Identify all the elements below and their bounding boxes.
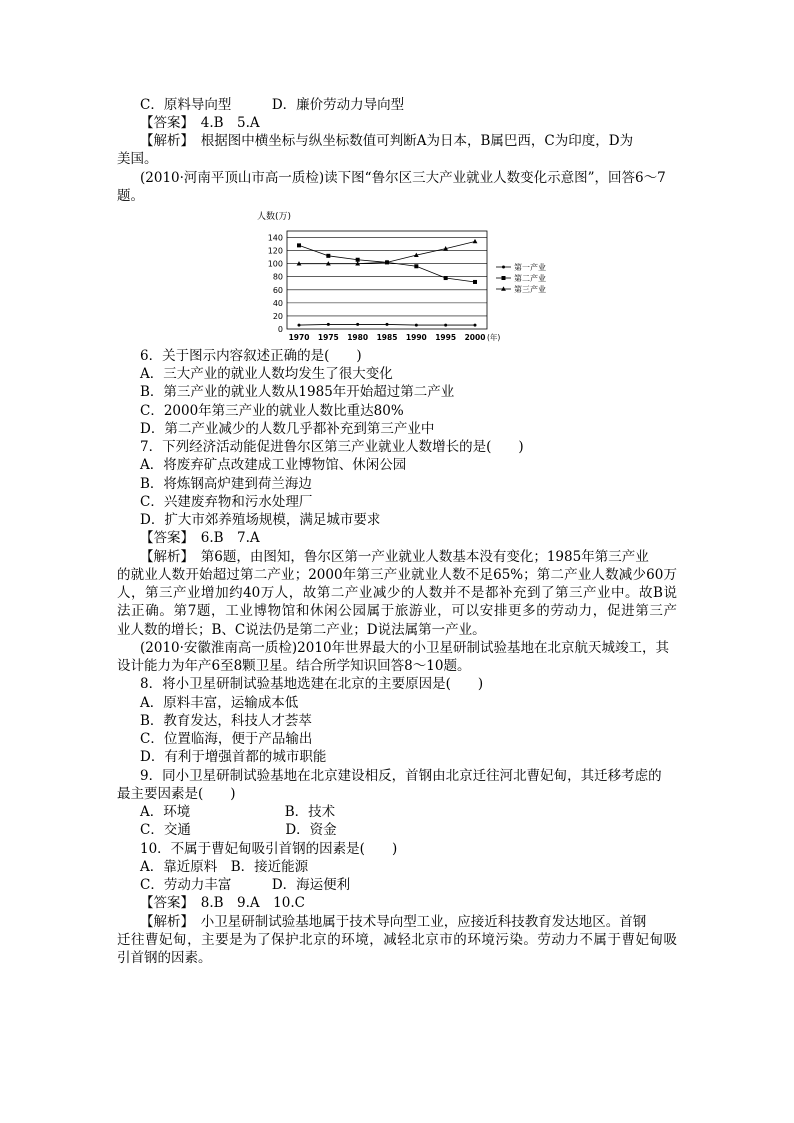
x-tick-label: 1995 [435, 333, 457, 342]
data-point [297, 261, 302, 265]
y-tick-label: 40 [272, 298, 283, 308]
legend-label: 第二产业 [514, 274, 546, 283]
text-line-34: 10．不属于曹妃甸吸引首钢的因素是( ) [140, 841, 398, 857]
x-axis-ticks [289, 332, 501, 342]
x-tick-label: 1985 [376, 333, 398, 342]
chart-legend [496, 262, 546, 294]
text-line-11: D．第二产业减少的人数几乎都补充到第三产业中 [140, 421, 435, 437]
x-axis-unit: (年) [487, 333, 501, 342]
text-line-24: 设计能力为年产6至8颗卫星。结合所学知识回答8～10题。 [117, 658, 471, 674]
text-line-29: D．有利于增强首都的城市职能 [140, 749, 327, 765]
y-tick-label: 140 [267, 233, 283, 243]
text-line-19: 的就业人数开始超过第二产业；2000年第三产业就业人数不足65%；第二产业人数减少60万 [117, 567, 677, 583]
text-line-1: C．原料导向型 D．廉价劳动力导向型 [140, 97, 405, 113]
data-point [473, 280, 477, 284]
text-line-12: 7．下列经济活动能促进鲁尔区第三产业就业人数增长的是( ) [140, 439, 524, 455]
text-line-6: 题。 [117, 188, 144, 204]
legend-label: 第一产业 [514, 263, 546, 272]
text-line-39: 迁往曹妃甸，主要是为了保护北京的环境，减轻北京市的环境污染。劳动力不属于曹妃甸吸 [117, 932, 677, 948]
legend-item-2 [496, 273, 546, 283]
text-line-5: (2010·河南平顶山市高一质检)读下图“鲁尔区三大产业就业人数变化示意图”，回答6～7 [140, 170, 666, 186]
data-point [356, 323, 359, 326]
data-point [326, 261, 331, 265]
data-point [298, 324, 301, 327]
text-line-37: 【答案】 8.B 9.A 10.C [140, 895, 305, 911]
text-line-35: A．靠近原料 B．接近能源 [140, 859, 309, 875]
y-tick-label: 0 [277, 325, 283, 334]
text-line-8: A．三大产业的就业人数均发生了很大变化 [140, 366, 393, 382]
legend-item-1 [496, 262, 546, 272]
text-line-40: 引首钢的因素。 [117, 950, 212, 966]
text-line-16: D．扩大市郊养殖场规模，满足城市要求 [140, 512, 381, 528]
data-point [473, 239, 478, 243]
employment-chart [255, 207, 555, 347]
data-point [386, 323, 389, 326]
legend-marker [501, 286, 506, 290]
legend-label: 第三产业 [514, 285, 546, 294]
text-line-18: 【解析】 第6题，由图知，鲁尔区第一产业就业人数基本没有变化；1985年第三产业 [140, 549, 649, 565]
text-line-14: B．将炼钢高炉建到荷兰海边 [140, 476, 312, 492]
text-line-3: 【解析】 根据图中横坐标与纵坐标数值可判断A为日本，B属巴西，C为印度，D为 [140, 133, 634, 149]
text-line-2: 【答案】 4.B 5.A [140, 115, 260, 131]
y-tick-label: 100 [267, 259, 283, 269]
text-line-21: 法正确。第7题，工业博物馆和休闲公园属于旅游业，可以安排更多的劳动力，促进第三产 [117, 603, 677, 619]
text-line-28: C．位置临海，便于产品输出 [140, 731, 313, 747]
x-tick-label: 1980 [347, 333, 369, 342]
x-tick-label: 1990 [405, 333, 427, 342]
series-1 [298, 323, 477, 327]
x-tick-label: 1975 [317, 333, 339, 342]
text-line-26: A．原料丰富，运输成本低 [140, 695, 299, 711]
text-line-38: 【解析】 小卫星研制试验基地属于技术导向型工业，应接近科技教育发达地区。首钢 [140, 914, 647, 930]
text-line-27: B．教育发达，科技人才荟萃 [140, 713, 312, 729]
data-point [444, 276, 448, 280]
data-point [297, 243, 301, 247]
data-point [327, 323, 330, 326]
legend-marker [502, 276, 506, 280]
text-line-20: 人，第三产业增加约40万人，故第二产业减少的人数并不是都补充到了第三产业中。故B说 [117, 585, 677, 601]
y-axis-title: 人数(万) [257, 212, 292, 222]
text-line-7: 6．关于图示内容叙述正确的是( ) [140, 348, 362, 364]
data-point [415, 324, 418, 327]
text-line-4: 美国。 [117, 151, 158, 167]
y-tick-label: 80 [272, 272, 283, 282]
data-point [414, 264, 418, 268]
y-axis-ticks [268, 234, 283, 334]
legend-item-3 [496, 284, 546, 294]
text-line-36: C．劳动力丰富 D．海运便利 [140, 877, 351, 893]
text-line-22: 业人数的增长；B、C说法仍是第二产业；D说法属第一产业。 [117, 622, 486, 638]
x-tick-label: 2000 [464, 333, 486, 342]
text-line-17: 【答案】 6.B 7.A [140, 530, 260, 546]
text-line-25: 8．将小卫星研制试验基地选建在北京的主要原因是( ) [140, 676, 484, 692]
x-tick-label: 1970 [288, 333, 310, 342]
text-line-9: B．第三产业的就业人数从1985年开始超过第二产业 [140, 384, 455, 400]
data-point [444, 324, 447, 327]
text-line-10: C．2000年第三产业的就业人数比重达80% [140, 403, 404, 419]
text-line-15: C．兴建废弃物和污水处理厂 [140, 494, 313, 510]
series-3 [297, 239, 478, 266]
chart-series [297, 239, 478, 327]
y-tick-label: 120 [267, 246, 283, 256]
legend-marker [502, 266, 505, 269]
text-line-23: (2010·安徽淮南高一质检)2010年世界最大的小卫星研制试验基地在北京航天城竣工，其 [140, 640, 670, 656]
text-line-13: A．将废弃矿点改建成工业博物馆、休闲公园 [140, 457, 407, 473]
text-line-30: 9．同小卫星研制试验基地在北京建设相反，首钢由北京迁往河北曹妃甸，其迁移考虑的 [140, 768, 662, 784]
text-line-32: A．环境 B．技术 [140, 804, 336, 820]
data-point [326, 254, 330, 258]
text-line-33: C．交通 D．资金 [140, 822, 337, 838]
y-tick-label: 20 [272, 311, 283, 321]
data-point [474, 324, 477, 327]
y-tick-label: 60 [272, 285, 283, 295]
text-line-31: 最主要因素是( ) [117, 786, 236, 802]
